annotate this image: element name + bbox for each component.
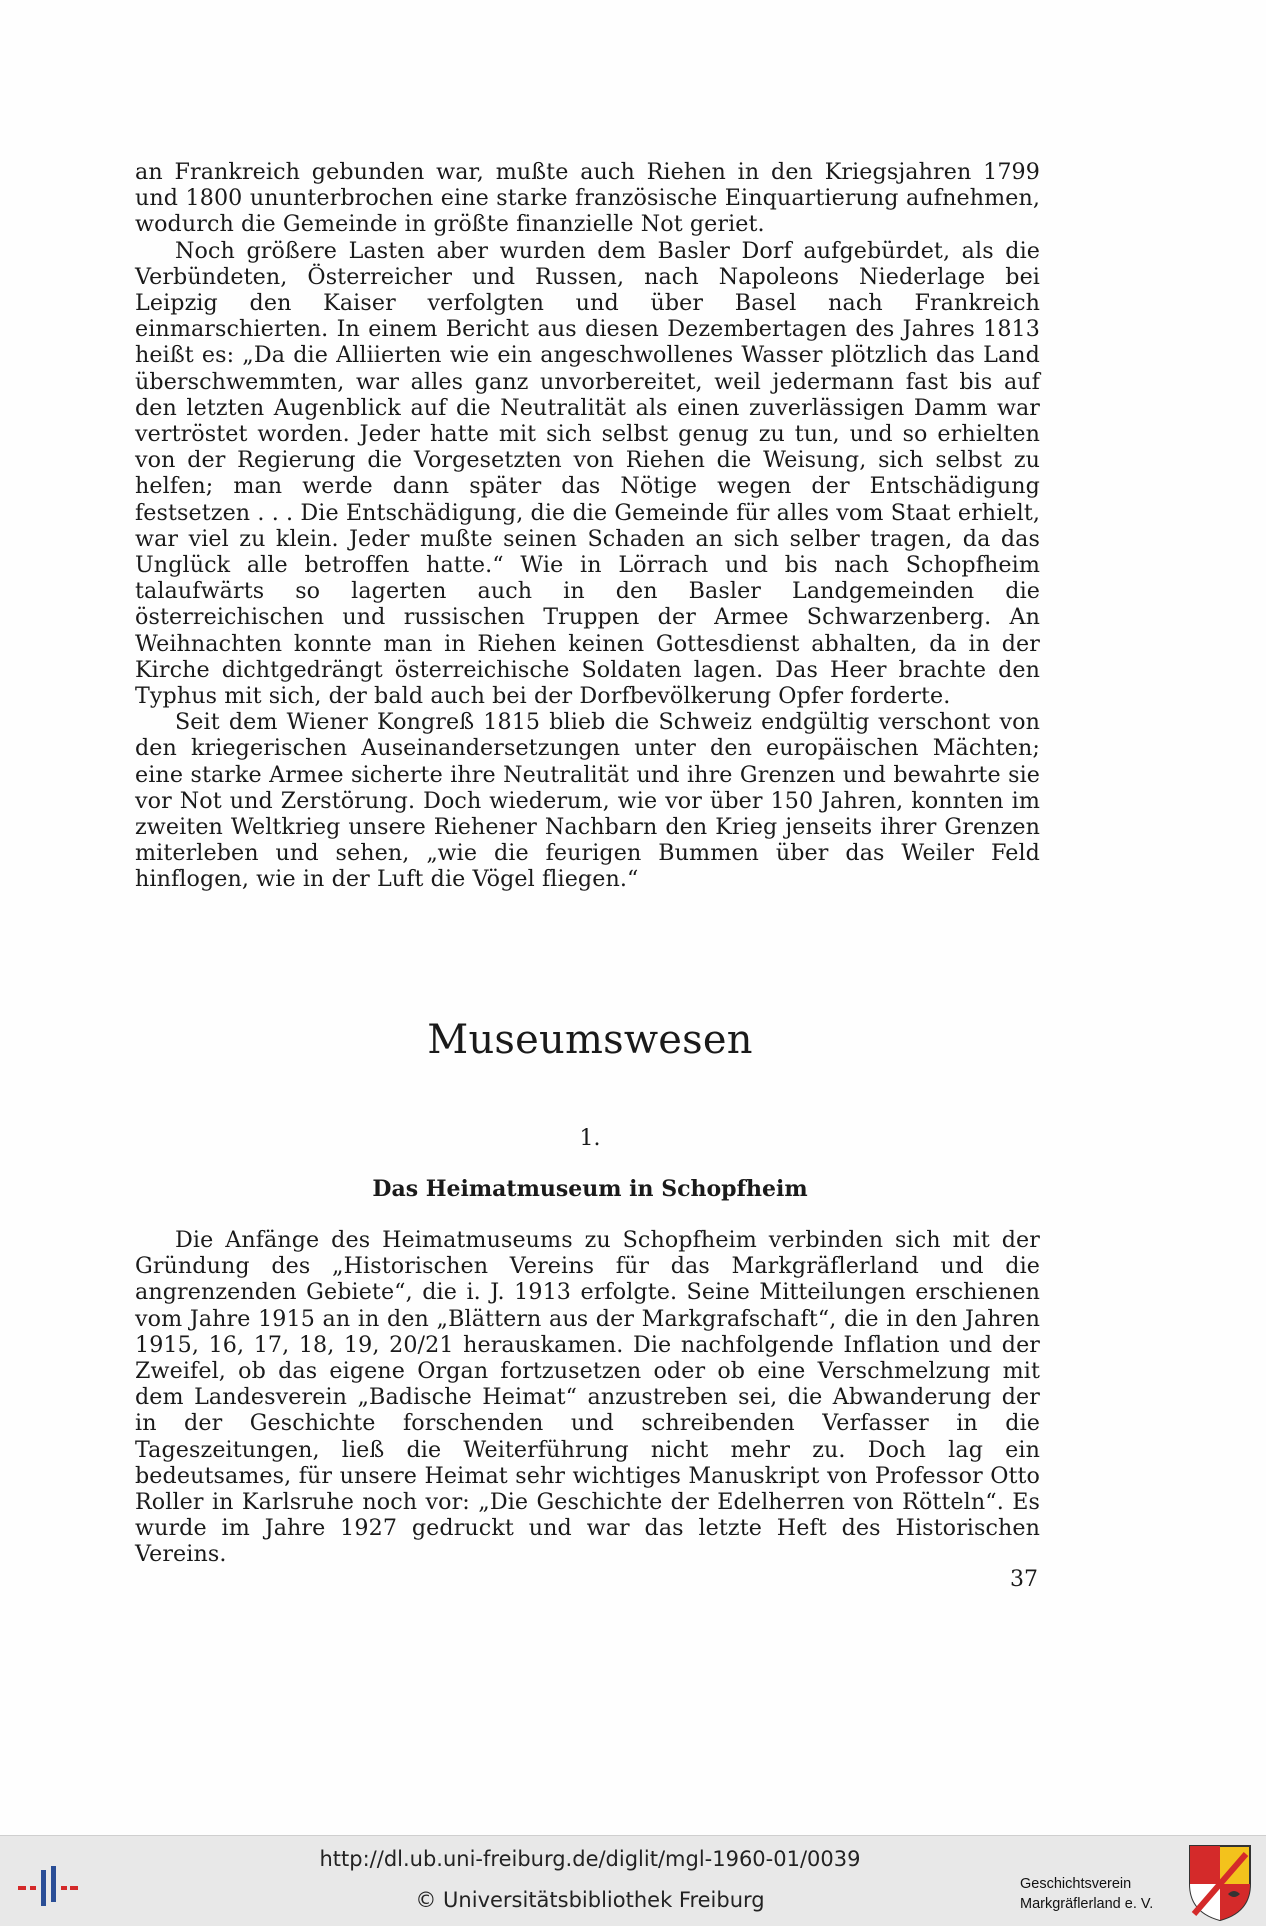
body-text-bottom — [135, 1227, 1040, 1568]
society-name-line: Markgräflerland e. V. — [1020, 1896, 1154, 1912]
paragraph: Die Anfänge des Heimatmuseums zu Schopfheim verbinden sich mit der Gründung des „Historischen Vereins für das Markgräflerland und die angrenzenden Gebiete“, die i. J. 1913 erfolgte. Seine Mitteilungen erschienen vom Jahre 1915 an in den „Blättern aus der Markgrafschaft“, die in den Jahren 1915, 16, 17, 18, 19, 20/21 herauskamen. Die nachfolgende Inflation und der Zweifel, ob das eigene Organ fortzusetzen oder ob eine Verschmelzung mit dem Landesverein „Badische Heimat“ anzustreben sei, die Abwanderung der in der Geschichte forschenden und schreibenden Verfasser in die Tageszeitungen, ließ die Weiterführung nicht mehr zu. Doch lag ein bedeutsames, für unsere Heimat sehr wichtiges Manuskript von Professor Otto Roller in Karlsruhe noch vor: „Die Geschichte der Edelherren von Rötteln“. Es wurde im Jahre 1927 gedruckt und war das letzte Heft des Historischen Vereins. — [135, 1227, 1040, 1568]
permalink-url[interactable]: http://dl.ub.uni-freiburg.de/diglit/mgl-1960-01/0039 — [319, 1847, 861, 1871]
paragraph: Noch größere Lasten aber wurden dem Basler Dorf aufgebürdet, als die Verbündeten, Österreicher und Russen, nach Napoleons Niederlage bei Leipzig den Kaiser verfolgten und über Basel nach Frankreich einmarschierten. In einem Bericht aus diesen Dezembertagen des Jahres 1813 heißt es: „Da die Alliierten wie ein angeschwollenes Wasser plötzlich das Land überschwemmten, war alles ganz unvorbereitet, weil jedermann fast bis auf den letzten Augenblick auf die Neutralität als einen zuverlässigen Damm war vertröstet worden. Jeder hatte mit sich selbst genug zu tun, und so erhielten von der Regierung die Vorgesetzten von Riehen die Weisung, sich selbst zu helfen; man werde dann später das Nötige wegen der Entschädigung festsetzen . . . Die Entschädigung, die die Gemeinde für alles vom Staat erhielt, war viel zu klein. Jeder mußte seinen Schaden an sich selber tragen, da das Unglück alle betroffen hatte.“ Wie in Lörrach und bis nach Schopfheim talaufwärts so lagerten auch in den Basler Landgemeinden die österreichischen und russischen Truppen der Armee Schwarzenberg. An Weihnachten konnte man in Riehen keinen Gottesdienst abhalten, da in der Kirche dichtgedrängt österreichische Soldaten lagen. Das Heer brachte den Typhus mit sich, der bald auch bei der Dorfbevölkerung Opfer forderte. — [135, 237, 1040, 710]
footer-bar — [0, 1835, 1266, 1926]
paragraph: Seit dem Wiener Kongreß 1815 blieb die Schweiz endgültig verschont von den kriegerischen Auseinandersetzungen unter den europäischen Mächten; eine starke Armee sicherte ihre Neutralität und ihre Grenzen und bewahrte sie vor Not und Zerstörung. Doch wiederum, wie vor über 150 Jahren, konnten im zweiten Weltkrieg unsere Riehener Nachbarn den Krieg jenseits ihrer Grenzen miterleben und sehen, „wie die feurigen Bummen über das Weiler Feld hinflogen, wie in der Luft die Vögel fliegen.“ — [135, 709, 1040, 893]
page-number: 37 — [1010, 1567, 1038, 1592]
subsection-title: Das Heimatmuseum in Schopfheim — [372, 1176, 808, 1202]
coat-of-arms-icon — [1188, 1844, 1252, 1922]
body-text-top — [135, 159, 1040, 893]
paragraph: an Frankreich gebunden war, mußte auch Riehen in den Kriegsjahren 1799 und 1800 ununterbrochen eine starke französische Einquartierung aufnehmen, wodurch die Gemeinde in größte finanzielle Not geriet. — [135, 159, 1040, 238]
subsection-number: 1. — [579, 1126, 601, 1151]
society-name — [1020, 1874, 1153, 1914]
copyright-text: © Universitätsbibliothek Freiburg — [415, 1888, 765, 1912]
section-title: Museumswesen — [427, 1017, 753, 1063]
society-name-line: Geschichtsverein — [1020, 1876, 1132, 1892]
